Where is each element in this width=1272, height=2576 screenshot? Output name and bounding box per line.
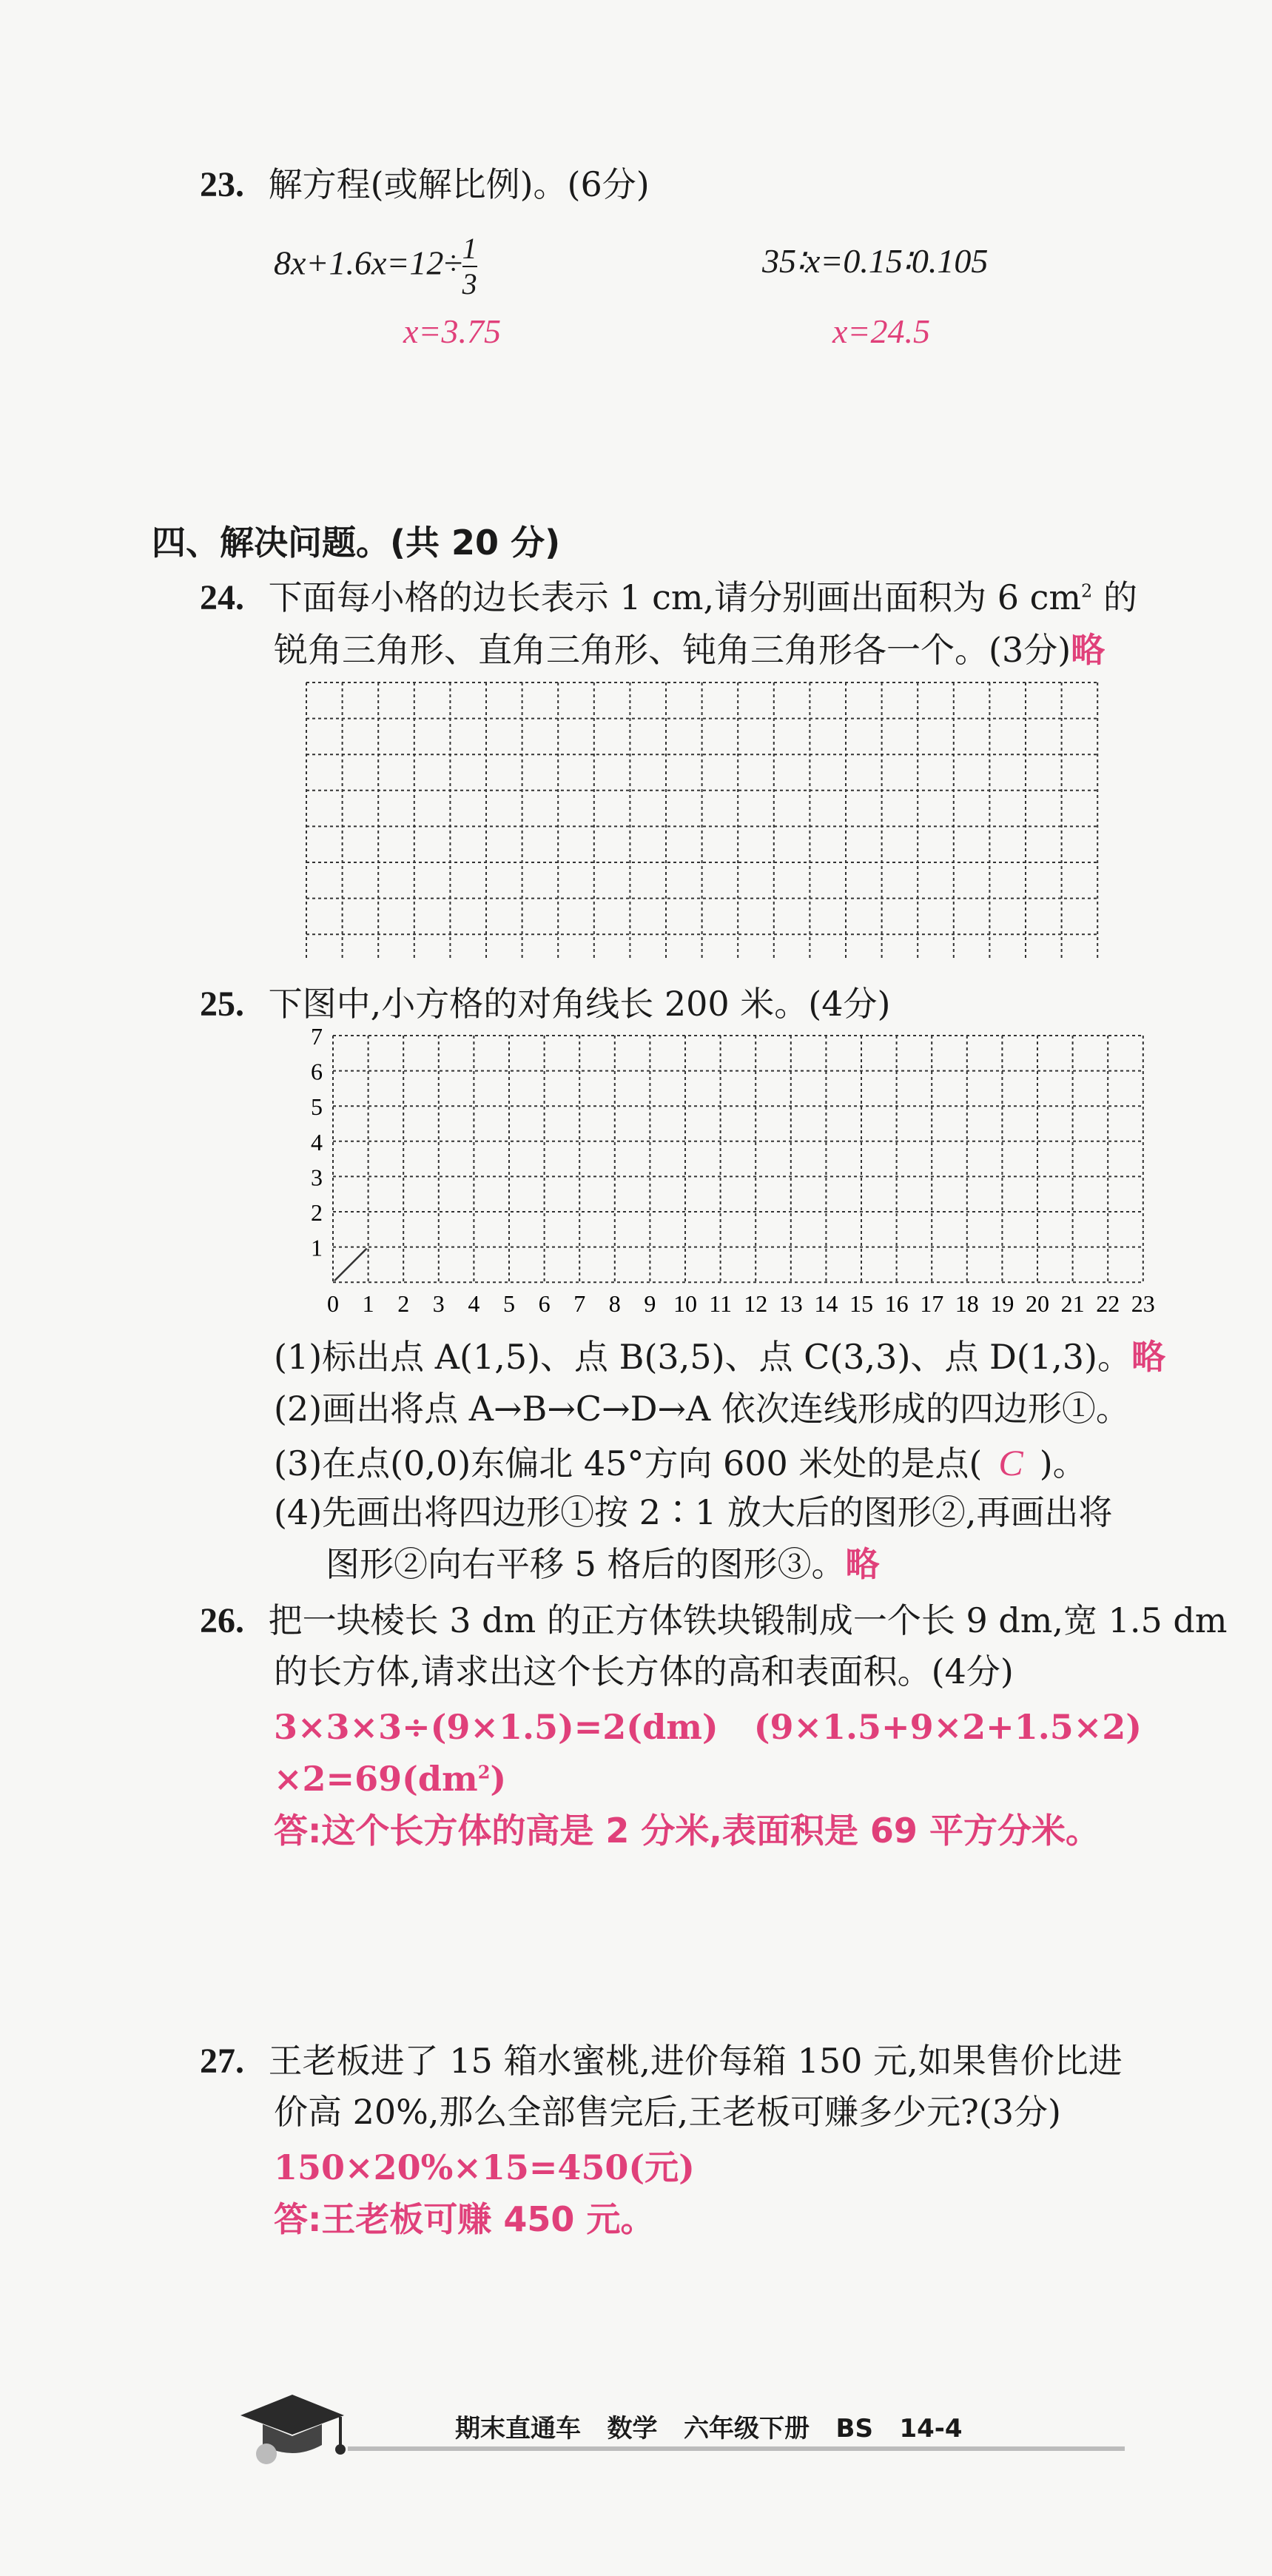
q25-number: 25. xyxy=(200,985,244,1024)
q23-number: 23. xyxy=(200,165,244,204)
q23-text: 解方程(或解比例)。(6分) xyxy=(268,164,650,204)
q23-equation-2: 35∶x=0.15∶0.105 xyxy=(762,242,989,280)
x-tick-label: 4 xyxy=(468,1290,480,1318)
y-tick-label: 1 xyxy=(311,1234,323,1261)
q26-line-2: 的长方体,请求出这个长方体的高和表面积。(4分) xyxy=(274,1651,1014,1691)
q24-number: 24. xyxy=(200,578,244,617)
q26-answer-text: ×2=69(dm xyxy=(274,1759,478,1799)
q25-sub-4-text: 图形②向右平移 5 格后的图形③。 xyxy=(326,1544,846,1584)
x-tick-label: 22 xyxy=(1096,1290,1120,1318)
diagonal-line xyxy=(334,1249,367,1281)
q24-text-1-end: 的 xyxy=(1092,577,1137,617)
y-tick-label: 6 xyxy=(311,1058,323,1085)
x-tick-label: 6 xyxy=(538,1290,551,1318)
q25-sub-2: (2)画出将点 A→B→C→D→A 依次连线形成的四边形①。 xyxy=(274,1389,1130,1429)
fraction-denominator: 3 xyxy=(462,267,477,301)
x-tick-label: 3 xyxy=(432,1290,445,1318)
q25-grid-svg xyxy=(296,1025,1206,1325)
x-tick-label: 14 xyxy=(814,1290,838,1318)
q25-sub-3-answer: C xyxy=(998,1442,1023,1483)
y-tick-label: 5 xyxy=(311,1093,323,1121)
x-tick-label: 5 xyxy=(503,1290,515,1318)
section-4-title: 四、解决问题。(共 20 分) xyxy=(152,523,561,563)
x-tick-label: 16 xyxy=(884,1290,909,1318)
q26-number: 26. xyxy=(200,1601,244,1640)
q25-header xyxy=(200,979,890,1030)
q27-line-1 xyxy=(200,2036,1123,2087)
x-tick-label: 8 xyxy=(608,1290,621,1318)
footer-text: 期末直通车 数学 六年级下册 BS 14-4 xyxy=(455,2414,963,2443)
q23-answer-2: x=24.5 xyxy=(832,312,930,350)
y-tick-label: 2 xyxy=(311,1199,323,1226)
q24-grid-svg xyxy=(303,680,1117,961)
q23-answer-1: x=3.75 xyxy=(403,312,501,350)
q26-line-1 xyxy=(200,1595,1228,1647)
q25-sub-3 xyxy=(274,1436,1087,1490)
x-tick-label: 15 xyxy=(849,1290,873,1318)
q23-equation-1 xyxy=(274,233,477,300)
q24-text-2: 锐角三角形、直角三角形、钝角三角形各一个。(3分) xyxy=(274,630,1071,670)
q26-answer-line-2 xyxy=(274,1754,506,1804)
q25-sub-4-line-1: (4)先画出将四边形①按 2∶1 放大后的图形②,再画出将 xyxy=(274,1492,1113,1532)
x-tick-label: 12 xyxy=(744,1290,768,1318)
x-tick-label: 17 xyxy=(920,1290,944,1318)
q25-grid xyxy=(296,1025,1206,1325)
q25-sub-1 xyxy=(274,1332,1165,1382)
q25-sub-1-text: (1)标出点 A(1,5)、点 B(3,5)、点 C(3,3)、点 D(1,3)。 xyxy=(274,1337,1131,1377)
y-tick-label: 3 xyxy=(311,1164,323,1191)
q24-sup: 2 xyxy=(1081,580,1093,602)
q27-answer-line-1: 150×20%×15=450(元) xyxy=(274,2147,695,2187)
x-tick-label: 19 xyxy=(990,1290,1014,1318)
x-tick-label: 13 xyxy=(778,1290,803,1318)
q24-text-1: 下面每小格的边长表示 1 cm,请分别画出面积为 6 cm xyxy=(268,577,1082,617)
q25-sub-3-text: (3)在点(0,0)东偏北 45°方向 600 米处的是点( xyxy=(274,1443,983,1483)
q24-line-2 xyxy=(274,625,1105,675)
x-tick-label: 20 xyxy=(1026,1290,1049,1318)
y-tick-label: 4 xyxy=(311,1128,323,1155)
q27-text-1: 王老板进了 15 箱水蜜桃,进价每箱 150 元,如果售价比进 xyxy=(268,2041,1123,2081)
x-tick-label: 2 xyxy=(397,1290,410,1318)
x-tick-label: 0 xyxy=(327,1290,339,1318)
q23-header xyxy=(200,159,650,211)
q25-text: 下图中,小方格的对角线长 200 米。(4分) xyxy=(268,984,891,1024)
x-tick-label: 10 xyxy=(673,1290,697,1318)
y-tick-label: 7 xyxy=(311,1025,323,1050)
q27-final-answer: 答:王老板可赚 450 元。 xyxy=(274,2199,655,2239)
x-tick-label: 23 xyxy=(1131,1290,1155,1318)
q26-answer-line-1: 3×3×3÷(9×1.5)=2(dm) (9×1.5+9×2+1.5×2) xyxy=(274,1707,1143,1747)
q25-sub-4-line-2 xyxy=(326,1540,880,1589)
x-tick-label: 7 xyxy=(573,1290,586,1318)
q27-line-2: 价高 20%,那么全部售完后,王老板可赚多少元?(3分) xyxy=(274,2092,1061,2132)
q24-answer: 略 xyxy=(1071,630,1106,670)
q26-text-1: 把一块棱长 3 dm 的正方体铁块锻制成一个长 9 dm,宽 1.5 dm xyxy=(268,1600,1228,1640)
q26-final-answer: 答:这个长方体的高是 2 分米,表面积是 69 平方分米。 xyxy=(274,1811,1100,1851)
footer-rule xyxy=(348,2446,1125,2451)
x-tick-label: 1 xyxy=(362,1290,374,1318)
q26-answer-sup: 2 xyxy=(477,1761,491,1783)
x-tick-label: 18 xyxy=(955,1290,979,1318)
graduation-cap-icon xyxy=(237,2387,348,2472)
q25-sub-4-answer: 略 xyxy=(845,1544,880,1584)
q25-sub-1-answer: 略 xyxy=(1131,1337,1165,1377)
fraction-numerator: 1 xyxy=(462,232,477,265)
q23-eq1-left: 8x+1.6x=12÷ xyxy=(274,244,462,282)
q25-sub-3-end: )。 xyxy=(1039,1443,1087,1483)
x-tick-label: 11 xyxy=(709,1290,733,1318)
q26-answer-end: ) xyxy=(490,1759,507,1799)
q23-eq1-fraction xyxy=(462,233,477,300)
q27-number: 27. xyxy=(200,2042,244,2081)
x-tick-label: 9 xyxy=(644,1290,656,1318)
x-tick-label: 21 xyxy=(1060,1290,1085,1318)
q24-grid xyxy=(303,680,1117,961)
q24-line-1 xyxy=(200,572,1137,624)
